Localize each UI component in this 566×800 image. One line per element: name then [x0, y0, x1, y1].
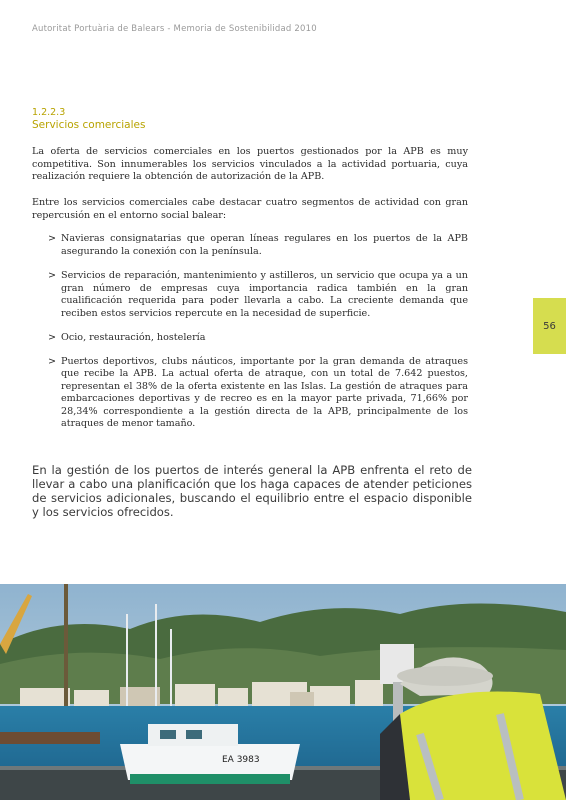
intro-paragraph: La oferta de servicios comerciales en los puertos gestionados por la APB es muy competitiva. Son innumerables los servicios vinculados a la actividad portuaria, cuya realización requiere la obtención de autorización de la APB.: [32, 146, 468, 182]
page-number: 56: [543, 320, 556, 332]
list-item-text: Navieras consignatarias que operan líneas regulares en los puertos de la APB asegurando la conexión con la península.: [61, 233, 468, 257]
harbor-photo-illustration: [0, 584, 566, 800]
section-number: 1.2.2.3: [32, 107, 66, 118]
harbor-photo: [0, 584, 566, 800]
segment-list: [48, 233, 468, 443]
bullet-marker: >: [48, 332, 57, 343]
highlight-quote: En la gestión de los puertos de interés general la APB enfrenta el reto de llevar a cabo una planificación que los haga capaces de atender peticiones de servicios adicionales, buscando el equilibrio entre el espacio disponible y los servicios ofrecidos.: [32, 463, 472, 519]
page-number-tab: [533, 298, 566, 354]
list-item: [48, 233, 468, 258]
list-item: [48, 332, 468, 345]
list-item-text: Servicios de reparación, mantenimiento y astilleros, un servicio que ocupa ya a un gran número de empresas cuya importancia radica también en la gran cualificación requerida para poder llevarla a cabo. La creciente demanda que reciben estos servicios repercute en la necesidad de superficie.: [61, 270, 468, 319]
list-item-text: Ocio, restauración, hostelería: [61, 332, 206, 343]
running-header: Autoritat Portuària de Balears - Memoria de Sostenibilidad 2010: [32, 24, 317, 34]
bullet-marker: >: [48, 233, 57, 244]
list-item: [48, 356, 468, 431]
list-item-text: Puertos deportivos, clubs náuticos, importante por la gran demanda de atraques que recibe la APB. La actual oferta de atraque, con un total de 7.642 puestos, representan el 38% de la oferta existente en las Islas. La gestión de atraques para embarcaciones deportivas y de recreo es en la mayor parte privada, 71,66% por 28,34% correspondiente a la gestión directa de la APB, principalmente de los atraques de menor tamaño.: [61, 355, 468, 429]
bullet-marker: >: [48, 355, 57, 367]
segments-paragraph: Entre los servicios comerciales cabe destacar cuatro segmentos de actividad con gran repercusión en el entorno social balear:: [32, 197, 468, 221]
bullet-marker: >: [48, 270, 57, 281]
list-item: [48, 270, 468, 320]
boat-registration: EA 3983: [222, 755, 260, 765]
section-title: Servicios comerciales: [32, 119, 146, 131]
